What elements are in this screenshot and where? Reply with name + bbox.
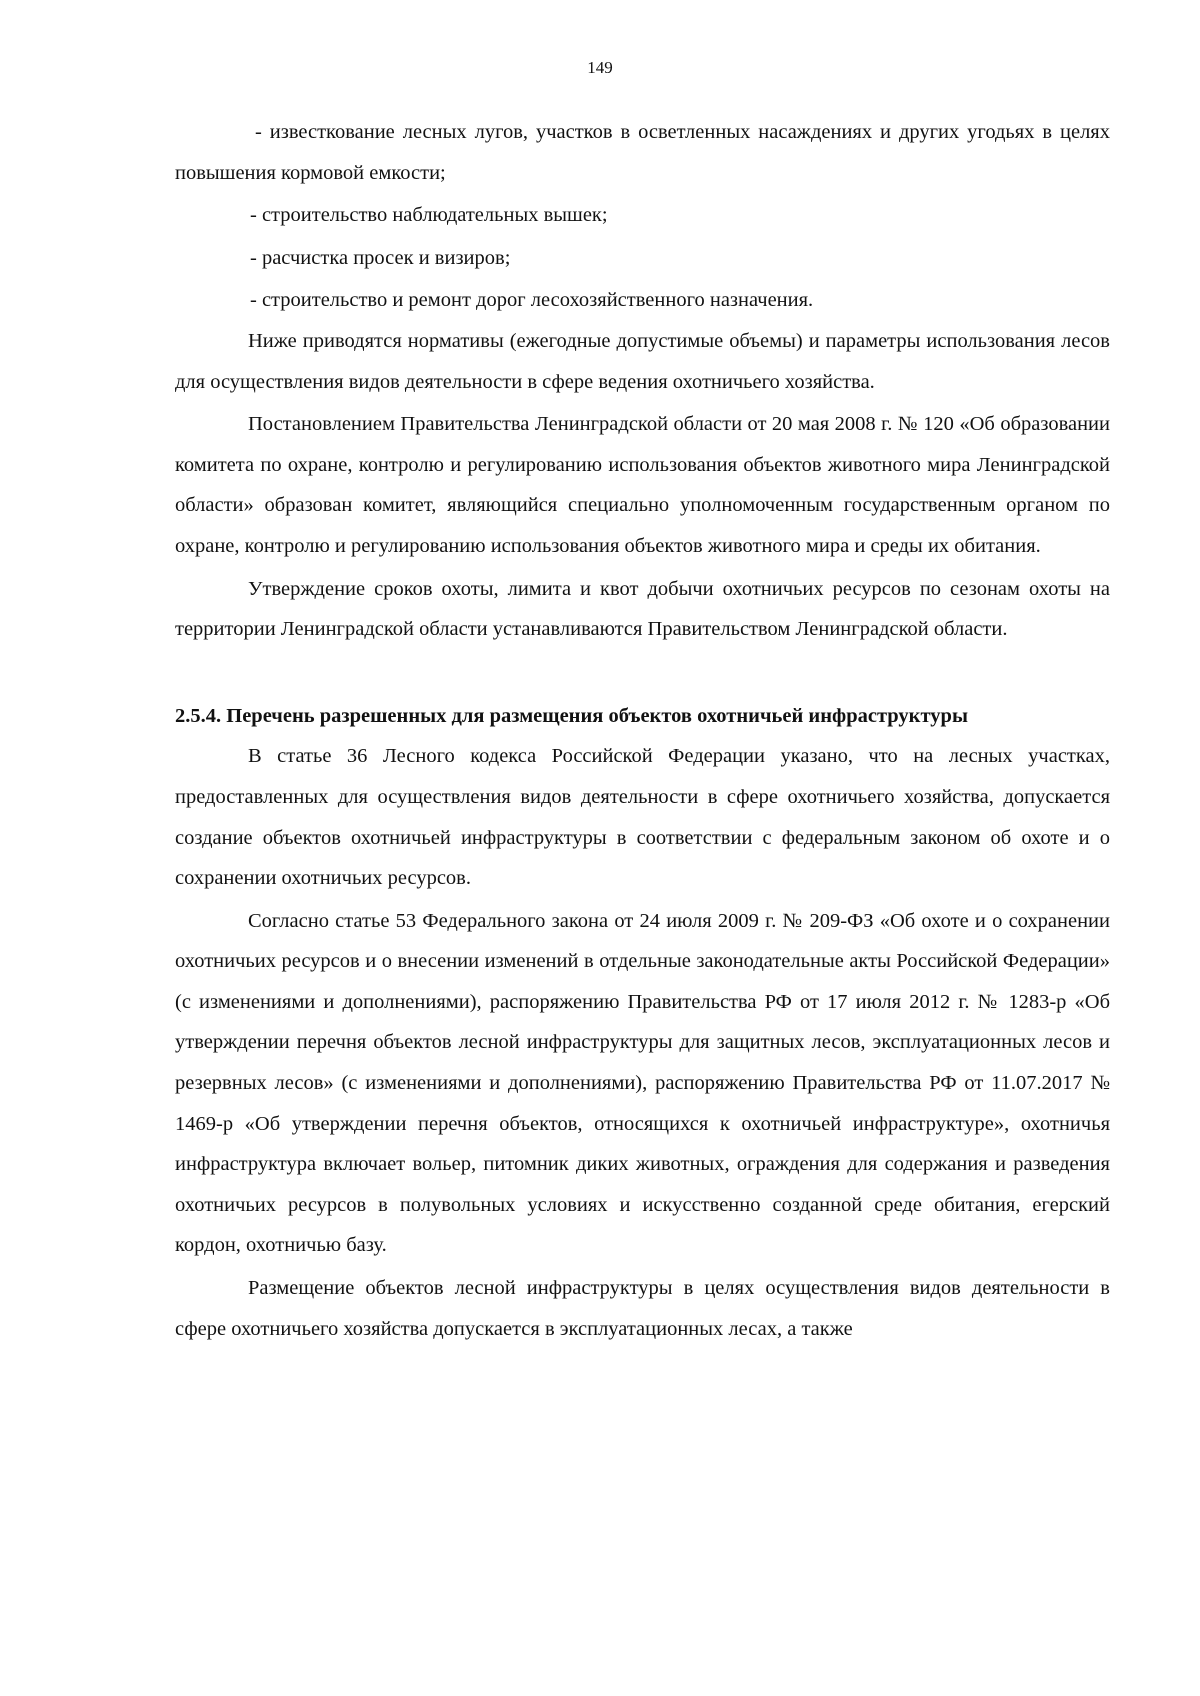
section-heading: 2.5.4. Перечень разрешенных для размещения объектов охотничьей инфраструктуры	[175, 704, 968, 727]
list-item-clearings: - расчистка просек и визиров;	[250, 246, 511, 269]
paragraph-norms: Ниже приводятся нормативы (ежегодные допустимые объемы) и параметры использования лесов для осуществления видов деятельности в сфере ведения охотничьего хозяйства.	[175, 329, 1110, 393]
paragraph-federal-law: Согласно статье 53 Федерального закона от 24 июля 2009 г. № 209-ФЗ «Об охоте и о сохранении охотничьих ресурсов и о внесении изменений в отдельные законодательные акты Российской Федерации» (с изменениями и дополнениями), распоряжению Правительства РФ от 17 июля 2012 г. № 1283-р «Об утверждении перечня объектов лесной инфраструктуры для защитных лесов, эксплуатационных лесов и резервных лесов» (с изменениями и дополнениями), распоряжению Правительства РФ от 11.07.2017 № 1469-р «Об утверждении перечня объектов, относящихся к охотничьей инфраструктуре», охотничья инфраструктура включает вольер, питомник диких животных, ограждения для содержания и разведения охотничьих ресурсов в полувольных условиях и искусственно созданной среде обитания, егерский кордон, охотничью базу.	[175, 909, 1110, 1257]
paragraph-hunting-limits: Утверждение сроков охоты, лимита и квот добычи охотничьих ресурсов по сезонам охоты на территории Ленинградской области устанавливаются Правительством Ленинградской области.	[175, 577, 1110, 641]
list-item-towers: - строительство наблюдательных вышек;	[250, 204, 608, 227]
list-item-liming: - известкование лесных лугов, участков в осветленных насаждениях и других угодьях в целях повышения кормовой емкости;	[175, 121, 1110, 184]
paragraph-committee: Постановлением Правительства Ленинградской области от 20 мая 2008 г. № 120 «Об образовании комитета по охране, контролю и регулированию использования объектов животного мира Ленинградской области» образован комитет, являющийся специально уполномоченным государственным органом по охране, контролю и регулированию использования объектов животного мира и среды их обитания.	[175, 413, 1110, 557]
paragraph-forest-code: В статье 36 Лесного кодекса Российской Федерации указано, что на лесных участках, предоставленных для осуществления видов деятельности в сфере охотничьего хозяйства, допускается создание объектов охотничьей инфраструктуры в соответствии с федеральным законом об охоте и о сохранении охотничьих ресурсов.	[175, 745, 1110, 890]
paragraph-placement: Размещение объектов лесной инфраструктуры в целях осуществления видов деятельности в сфере охотничьего хозяйства допускается в эксплуатационных лесах, а также	[175, 1277, 1110, 1340]
page-body	[175, 112, 1110, 1349]
list-item-roads: - строительство и ремонт дорог лесохозяйственного назначения.	[250, 289, 814, 312]
page-number: 149	[587, 58, 613, 77]
